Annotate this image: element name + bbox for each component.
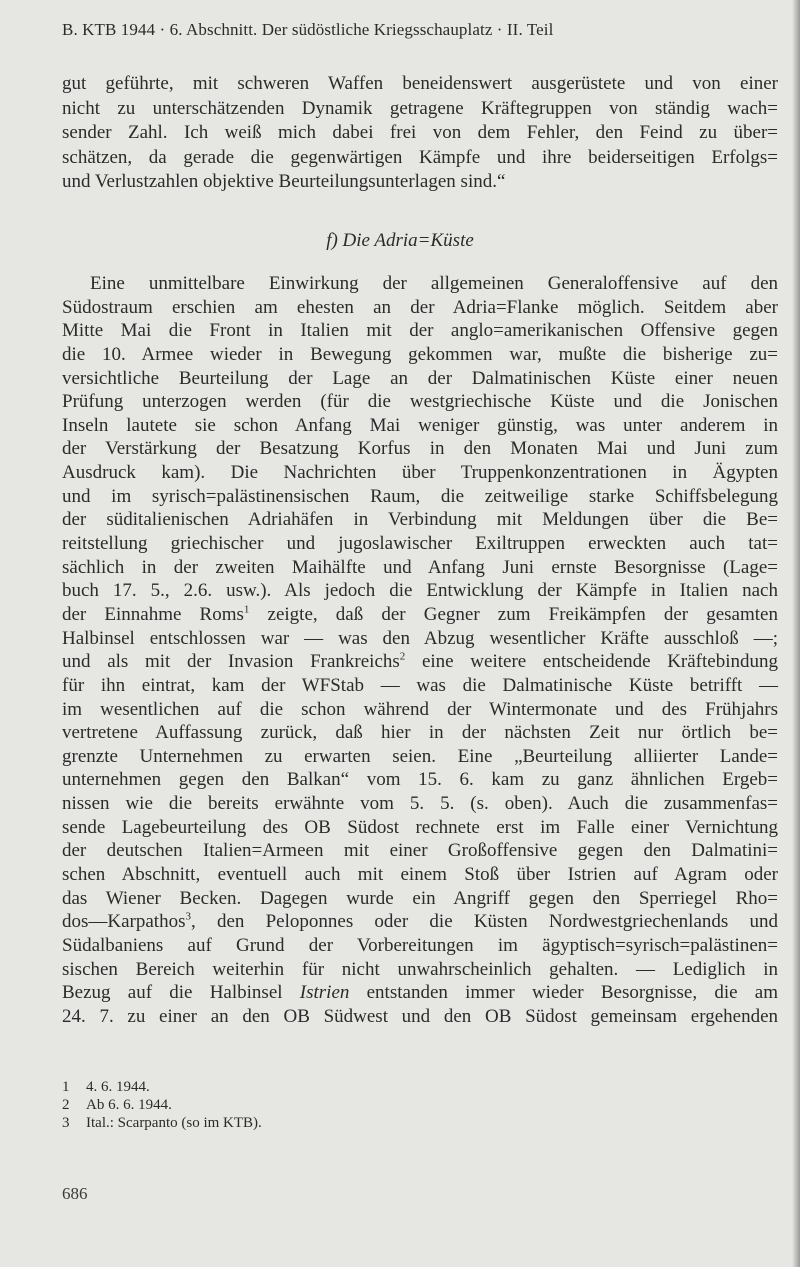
text-segment: dos—Karpathos <box>62 911 186 933</box>
text-segment: der deutschen Italien=Armeen mit einer Großoffensive gegen den Dalmatini= <box>62 840 778 862</box>
text-segment: der süditalienischen Adriahäfen in Verbindung mit Meldungen über die Be= <box>62 509 778 531</box>
text-segment: Bezug auf die Halbinsel <box>62 982 300 1004</box>
text-line <box>62 532 778 556</box>
text-line <box>62 272 778 296</box>
text-segment: grenzte Unternehmen zu erwarten seien. Eine „Beurteilung alliierter Lande= <box>62 745 778 767</box>
text-line <box>62 698 778 722</box>
italic-term: Istrien <box>299 982 350 1004</box>
text-segment: unternehmen gegen den Balkan“ vom 15. 6. kam zu ganz ähnlichen Ergeb= <box>62 769 778 791</box>
footnote-text: Ab 6. 6. 1944. <box>86 1097 172 1113</box>
text-line <box>62 485 778 509</box>
text-segment: sächlich in der zweiten Maihälfte und Anfang Juni ernste Besorgnisse (Lage= <box>62 556 778 578</box>
footnote <box>62 1114 262 1132</box>
text-segment: der Einnahme Roms <box>62 603 244 625</box>
text-line <box>62 958 778 982</box>
page-number: 686 <box>62 1184 88 1203</box>
text-line <box>62 768 778 792</box>
text-segment: entstanden immer wieder Besorgnisse, die am <box>349 982 778 1004</box>
text-segment: eine weitere entscheidende Kräftebindung <box>405 651 778 673</box>
text-line <box>62 981 778 1005</box>
quote-paragraph <box>62 72 778 195</box>
text-line <box>62 627 778 651</box>
text-line: gut geführte, mit schweren Waffen beneidenswert ausgerüstete und von einer <box>62 73 778 94</box>
text-segment: Halbinsel entschlossen war — was den Abzug wesentlicher Kräfte ausschloß —; <box>62 627 778 649</box>
text-line <box>62 319 778 343</box>
text-segment: und als mit der Invasion Frankreichs <box>62 651 400 673</box>
text-segment: Prüfung unterzogen werden (für die westgriechische Küste und die Jonischen <box>62 391 778 413</box>
footnote-number: 1 <box>62 1079 70 1095</box>
text-line <box>62 556 778 580</box>
text-segment: der Verstärkung der Besatzung Korfus in den Monaten Mai und Juni zum <box>62 438 778 460</box>
page-edge-shadow <box>792 0 800 1267</box>
text-segment: für ihn eintrat, kam der WFStab — was die Dalmatinische Küste betrifft — <box>62 674 778 696</box>
running-header: B. KTB 1944 · 6. Abschnitt. Der südöstliche Kriegsschauplatz · II. Teil <box>62 20 554 39</box>
text-segment: buch 17. 5., 2.6. usw.). Als jedoch die Entwicklung der Kämpfe in Italien nach <box>62 580 778 602</box>
text-line <box>62 721 778 745</box>
footnotes <box>62 1078 262 1132</box>
text-line: nicht zu unterschätzenden Dynamik getragene Kräftegruppen von ständig wach= <box>62 97 778 119</box>
main-paragraph <box>62 272 778 1029</box>
text-segment: vertretene Auffassung zurück, daß hier in der nächsten Zeit nur örtlich be= <box>62 722 778 744</box>
text-line <box>62 910 778 934</box>
text-segment: zeigte, daß der Gegner zum Freikämpfen der gesamten <box>249 603 778 625</box>
text-segment: , den Peloponnes oder die Küsten Nordwestgriechenlands und <box>190 911 778 933</box>
text-line <box>62 650 778 674</box>
text-line: und Verlustzahlen objektive Beurteilungsunterlagen sind.“ <box>62 171 506 192</box>
footnote-reference: 2 <box>399 650 406 663</box>
text-line <box>62 816 778 840</box>
text-segment: im wesentlichen auf die schon während der Wintermonate und des Frühjahrs <box>62 698 778 720</box>
text-line <box>62 1005 778 1029</box>
text-line <box>62 461 778 485</box>
footnote <box>62 1078 262 1096</box>
text-segment: Ausdruck kam). Die Nachrichten über Truppenkonzentrationen in Ägypten <box>62 462 778 484</box>
footnote-text: 4. 6. 1944. <box>86 1079 150 1095</box>
footnote-number: 3 <box>62 1115 70 1131</box>
text-line <box>62 343 778 367</box>
text-line <box>62 367 778 391</box>
text-segment: und im syrisch=palästinensischen Raum, die zeitweilige starke Schiffsbelegung <box>62 485 778 507</box>
text-line <box>62 579 778 603</box>
text-line <box>62 296 778 320</box>
text-segment: das Wiener Becken. Dagegen wurde ein Angriff gegen den Sperriegel Rho= <box>62 887 778 909</box>
text-line <box>62 934 778 958</box>
footnote-reference: 3 <box>185 910 191 923</box>
text-segment: sende Lagebeurteilung des OB Südost rechnete erst im Falle einer Vernichtung <box>62 816 778 838</box>
text-segment: die 10. Armee wieder in Bewegung gekommen war, mußte die bisherige zu= <box>62 343 778 365</box>
text-segment: 24. 7. zu einer an den OB Südwest und den OB Südost gemeinsam ergehenden <box>62 1005 778 1027</box>
text-segment: Südostraum erschien am ehesten an der Adria=Flanke möglich. Seitdem aber <box>62 296 778 318</box>
text-segment: Inseln lautete sie schon Anfang Mai weniger günstig, was unter anderem in <box>62 414 778 436</box>
text-line <box>62 603 778 627</box>
text-line <box>62 745 778 769</box>
text-line <box>62 887 778 911</box>
section-heading: f) Die Adria=Küste <box>326 230 474 251</box>
footnote <box>62 1096 262 1114</box>
text-segment: schen Abschnitt, eventuell auch mit einem Stoß über Istrien auf Agram oder <box>62 864 778 886</box>
text-segment: Südalbaniens auf Grund der Vorbereitungen im ägyptisch=syrisch=palästinen= <box>62 934 778 956</box>
text-line <box>62 508 778 532</box>
text-line <box>62 674 778 698</box>
footnote-number: 2 <box>62 1097 70 1113</box>
text-line <box>62 839 778 863</box>
text-segment: reitstellung griechischer und jugoslawischer Exiltruppen erweckten auch tat= <box>62 533 778 555</box>
text-segment: versichtliche Beurteilung der Lage an der Dalmatinischen Küste einer neuen <box>62 367 778 389</box>
text-line <box>62 437 778 461</box>
text-line: sender Zahl. Ich weiß mich dabei frei von dem Fehler, den Feind zu über= <box>62 122 778 143</box>
text-line <box>62 390 778 414</box>
text-segment: Eine unmittelbare Einwirkung der allgemeinen Generaloffensive auf den <box>90 273 778 294</box>
text-segment: Mitte Mai die Front in Italien mit der anglo=amerikanischen Offensive gegen <box>62 320 778 342</box>
footnote-text: Ital.: Scarpanto (so im KTB). <box>86 1115 262 1131</box>
text-line <box>62 863 778 887</box>
text-line <box>62 792 778 816</box>
text-segment: nissen wie die bereits erwähnte vom 5. 5. (s. oben). Auch die zusammenfas= <box>62 793 778 815</box>
text-line <box>62 414 778 438</box>
text-segment: sischen Bereich weiterhin für nicht unwahrscheinlich gehalten. — Lediglich in <box>62 958 778 980</box>
text-line: schätzen, da gerade die gegenwärtigen Kämpfe und ihre beiderseitigen Erfolgs= <box>62 146 778 168</box>
footnote-reference: 1 <box>243 603 250 616</box>
